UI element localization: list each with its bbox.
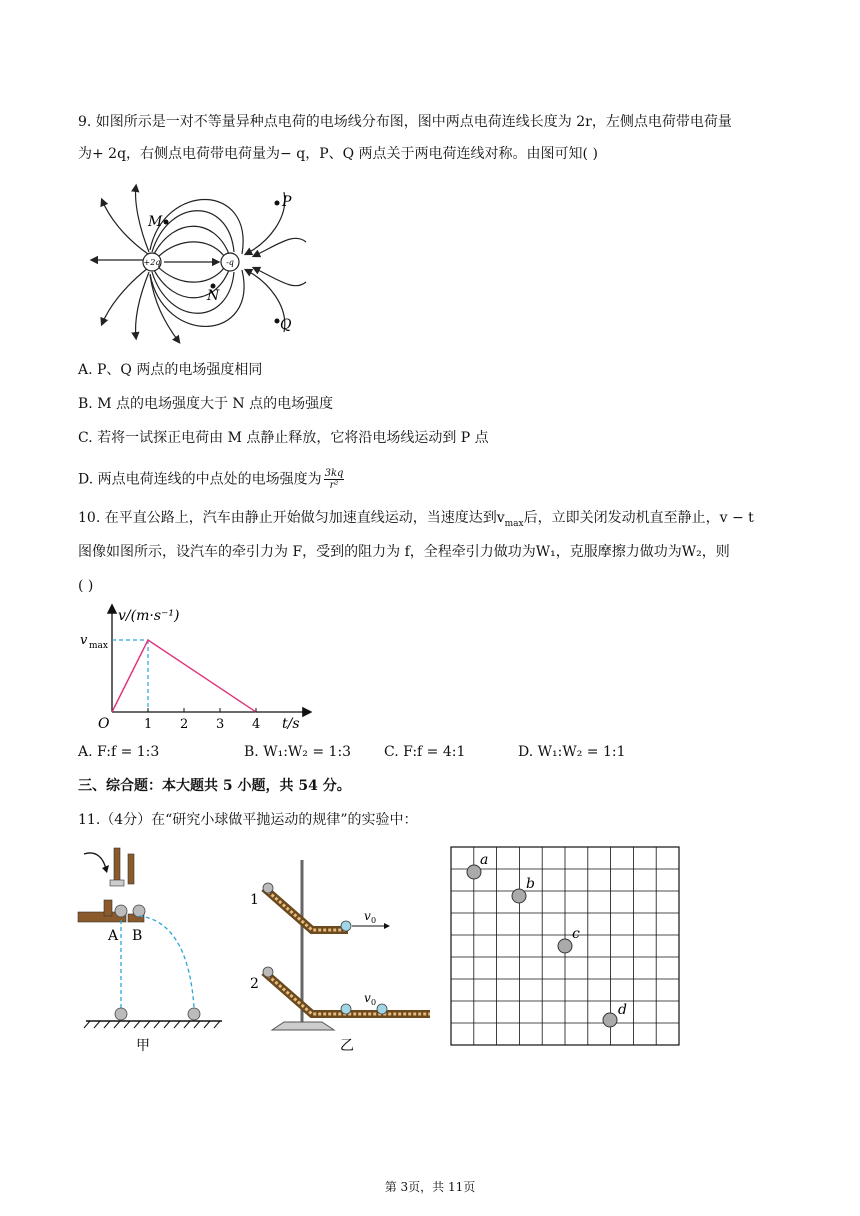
label-v0-2-sub: 0 <box>371 998 377 1007</box>
caption-jia: 甲 <box>136 1038 150 1054</box>
tick-1: 1 <box>144 717 153 730</box>
point-p <box>275 201 280 206</box>
q10-line1-rest: 后，立即关闭发动机直至静止，v − t <box>523 510 754 526</box>
label-v0-1: v <box>364 909 371 923</box>
section3-prefix: 三、综合题：本大题共 <box>78 778 223 794</box>
q11-line1: 11.（4分）在“研究小球做平抛运动的规律”的实验中： <box>78 812 418 828</box>
q10-option-a: A. F:f = 1:3 <box>78 744 160 760</box>
section3-heading <box>78 776 351 796</box>
figure-yi <box>244 850 444 1060</box>
electric-field-diagram <box>84 182 314 347</box>
point-m <box>164 220 169 225</box>
q10-option-c: C. F:f = 4:1 <box>384 744 466 760</box>
label-track-1: 1 <box>250 892 259 908</box>
q9-option-b: B. M 点的电场强度大于 N 点的电场强度 <box>78 396 334 412</box>
label-v0-1-sub: 0 <box>371 916 377 925</box>
label-a: A <box>108 928 119 944</box>
page-footer: 第 3页，共 11页 <box>384 1180 476 1194</box>
ball-b <box>133 905 145 917</box>
tick-2: 2 <box>180 717 189 730</box>
label-grid-d: d <box>618 1002 627 1018</box>
origin-label: O <box>98 716 110 730</box>
ball-a-grid <box>467 865 481 879</box>
vt-graph <box>78 600 318 730</box>
section3-suffix: 分。 <box>317 778 351 794</box>
point-q <box>275 319 280 324</box>
vmax-label: v <box>80 633 88 648</box>
ball-d-grid <box>603 1013 617 1027</box>
q10-line3: ( ) <box>78 578 94 594</box>
section3-score: 54 <box>298 778 318 794</box>
label-plus2q: +2q <box>143 258 161 267</box>
fraction-numerator: 3kq <box>324 468 344 479</box>
caption-yi: 乙 <box>340 1038 354 1054</box>
x-axis-label: t/s <box>282 716 300 730</box>
vmax-label-sub: max <box>89 641 108 651</box>
section3-mid: 小题，共 <box>232 778 299 794</box>
label-m: M <box>148 214 163 230</box>
tick-3: 3 <box>216 717 225 730</box>
q10-vmax-sub: max <box>504 518 524 529</box>
q9-line1: 9. 如图所示是一对不等量异种点电荷的电场线分布图，图中两点电荷连线长度为 2r，左侧点电荷带电荷量 <box>78 114 732 130</box>
q10-line1-text: 10. 在平直公路上，汽车由静止开始做匀加速直线运动，当速度达到v <box>78 510 505 526</box>
q9-option-d-fraction <box>324 468 345 491</box>
q9-option-d <box>78 468 344 491</box>
tick-4: 4 <box>252 717 261 730</box>
label-b: B <box>132 928 143 944</box>
figure-jia <box>76 840 226 1060</box>
vt-line <box>112 640 256 712</box>
ball-c-grid <box>558 939 572 953</box>
label-v0-2: v <box>364 991 371 1005</box>
label-minusq: -q <box>226 258 234 267</box>
label-grid-b: b <box>526 876 535 892</box>
label-p: P <box>282 194 292 210</box>
q10-line2: 图像如图所示，设汽车的牵引力为 F，受到的阻力为 f，全程牵引力做功为W₁，克服摩擦力做功为W₂，则 <box>78 544 730 560</box>
fraction-denominator: r² <box>329 480 339 491</box>
label-track-2: 2 <box>250 976 259 992</box>
q10-line1 <box>78 508 754 534</box>
q9-line2: 为+ 2q，右侧点电荷带电荷量为− q，P、Q 两点关于两电荷连线对称。由图可知( ) <box>78 146 598 162</box>
q9-option-a: A. P、Q 两点的电场强度相同 <box>78 362 263 378</box>
section3-count: 5 <box>222 778 233 794</box>
figure-grid <box>450 846 682 1048</box>
label-n: N <box>207 288 220 304</box>
q9-option-c: C. 若将一试探正电荷由 M 点静止释放，它将沿电场线运动到 P 点 <box>78 430 489 446</box>
ball-b-grid <box>512 889 526 903</box>
label-grid-c: c <box>572 926 580 942</box>
label-grid-a: a <box>480 852 489 868</box>
y-axis-label: v/(m·s⁻¹) <box>118 608 180 624</box>
label-q: Q <box>280 317 292 333</box>
q10-option-b: B. W₁:W₂ = 1:3 <box>244 744 352 760</box>
ball-a <box>115 905 127 917</box>
q10-option-d: D. W₁:W₂ = 1:1 <box>518 744 626 760</box>
q9-option-d-text: D. 两点电荷连线的中点处的电场强度为 <box>78 471 322 488</box>
